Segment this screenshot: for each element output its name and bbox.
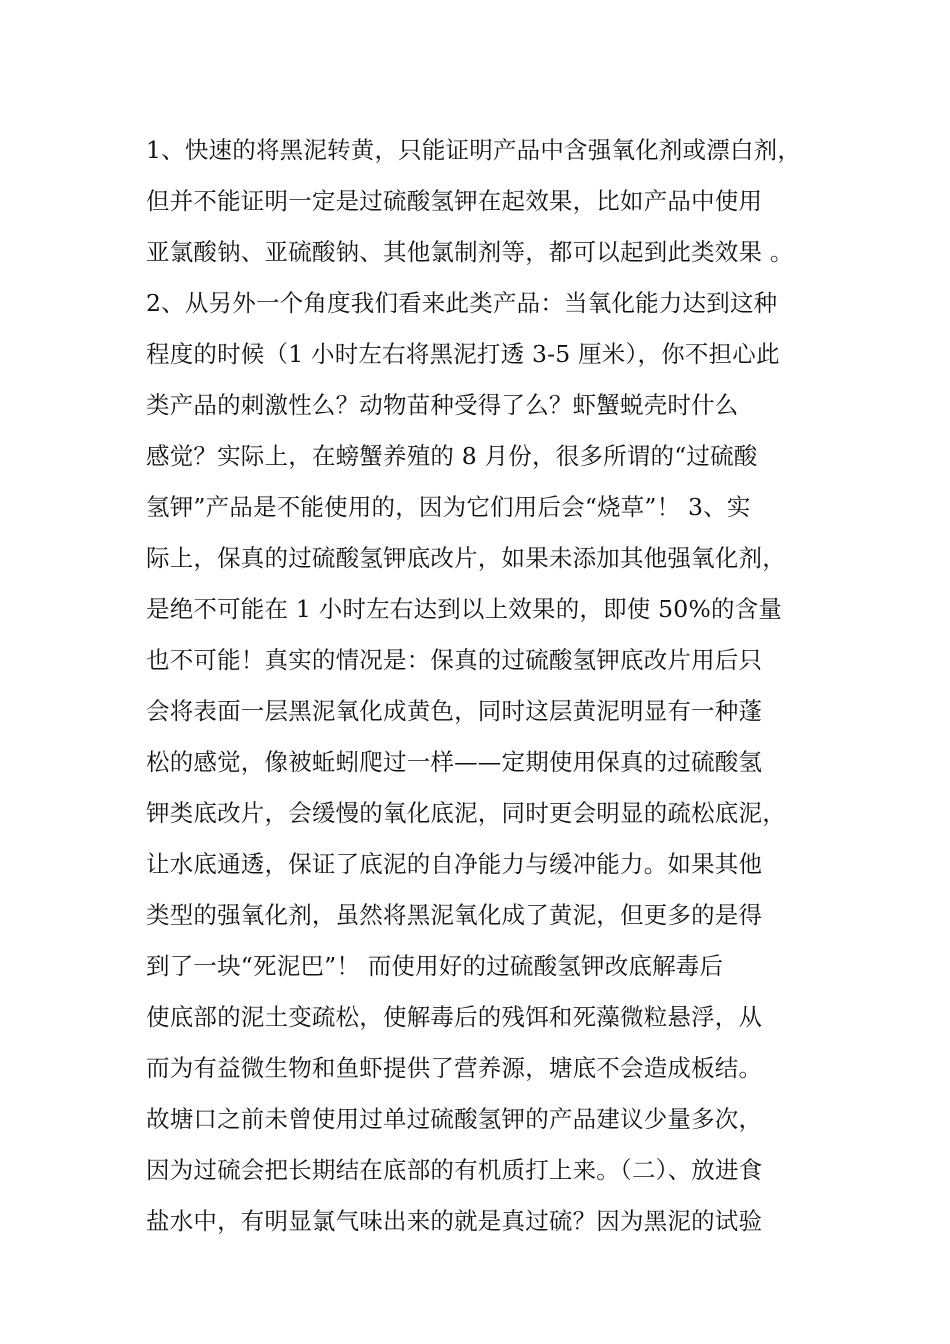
text-line: 会将表面一层黑泥氧化成黄色，同时这层黄泥明显有一种蓬: [146, 697, 763, 725]
text-line: 感觉？实际上，在螃蟹养殖的 8 月份，很多所谓的“过硫酸: [146, 442, 758, 470]
text-line: 2、从另外一个角度我们看来此类产品：当氧化能力达到这种: [146, 289, 778, 317]
text-line: 氢钾”产品是不能使用的，因为它们用后会“烧草”！ 3、实: [146, 493, 751, 521]
text-line: 际上，保真的过硫酸氢钾底改片，如果未添加其他强氧化剂，: [146, 544, 786, 572]
text-line: 类型的强氧化剂，虽然将黑泥氧化成了黄泥，但更多的是得: [146, 901, 763, 929]
text-line: 也不可能！真实的情况是：保真的过硫酸氢钾底改片用后只: [146, 646, 763, 674]
text-line: 因为过硫会把长期结在底部的有机质打上来。（二）、放进食: [146, 1156, 763, 1184]
text-line: 让水底通透，保证了底泥的自净能力与缓冲能力。如果其他: [146, 850, 763, 878]
text-line: 类产品的刺激性么？动物苗种受得了么？虾蟹蜕壳时什么: [146, 391, 739, 419]
text-line: 是绝不可能在 1 小时左右达到以上效果的，即使 50%的含量: [146, 595, 783, 623]
text-line: 但并不能证明一定是过硫酸氢钾在起效果，比如产品中使用: [146, 187, 763, 215]
text-line: 1、快速的将黑泥转黄，只能证明产品中含强氧化剂或漂白剂，: [146, 136, 802, 164]
text-line: 而为有益微生物和鱼虾提供了营养源，塘底不会造成板结。: [146, 1054, 763, 1082]
text-line: 故塘口之前未曾使用过单过硫酸氢钾的产品建议少量多次，: [146, 1105, 763, 1133]
body-text: [146, 130, 826, 1252]
text-line: 松的感觉，像被蚯蚓爬过一样——定期使用保真的过硫酸氢: [146, 748, 763, 776]
text-line: 程度的时候（1 小时左右将黑泥打透 3-5 厘米），你不担心此: [146, 340, 780, 368]
text-line: 钾类底改片，会缓慢的氧化底泥，同时更会明显的疏松底泥，: [146, 799, 786, 827]
text-line: 亚氯酸钠、亚硫酸钠、其他氯制剂等，都可以起到此类效果 。: [146, 238, 794, 266]
text-line: 到了一块“死泥巴”！ 而使用好的过硫酸氢钾改底解毒后: [146, 952, 724, 980]
text-line: 使底部的泥土变疏松，使解毒后的残饵和死藻微粒悬浮，从: [146, 1003, 763, 1031]
text-line: 盐水中，有明显氯气味出来的就是真过硫？因为黑泥的试验: [146, 1207, 763, 1235]
